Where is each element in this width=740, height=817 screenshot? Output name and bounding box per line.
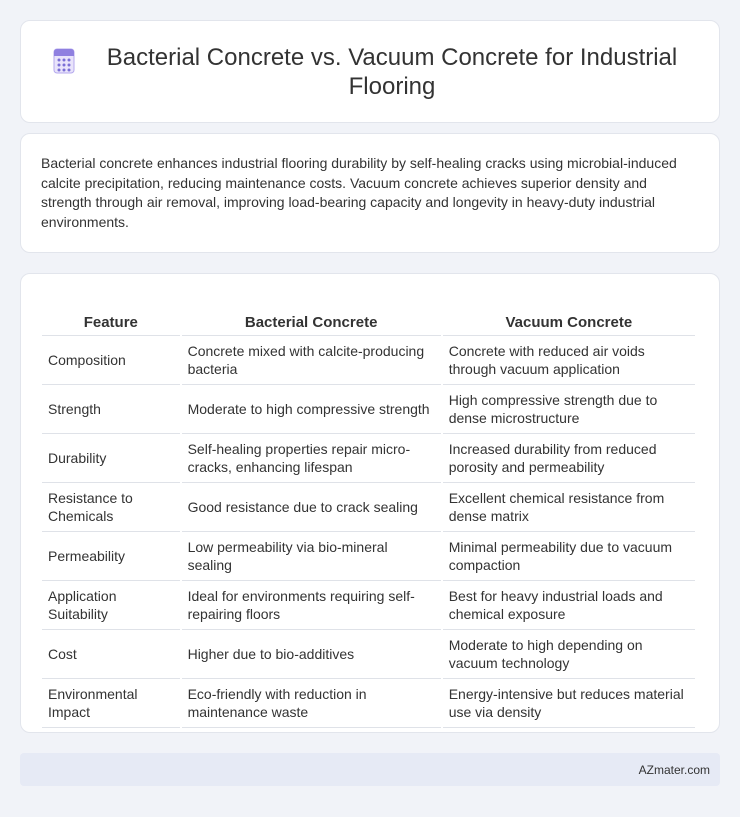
footer	[20, 753, 720, 786]
table-row	[42, 483, 695, 532]
row-feature: Environmental Impact	[42, 679, 180, 728]
description-card	[20, 133, 720, 253]
table-row	[42, 679, 695, 728]
row-vacuum: Energy-intensive but reduces material use via density	[443, 679, 695, 728]
table-row	[42, 385, 695, 434]
row-feature: Resistance to Chemicals	[42, 483, 180, 532]
header-feature: Feature	[42, 294, 180, 336]
row-vacuum: Excellent chemical resistance from dense matrix	[443, 483, 695, 532]
row-feature: Strength	[42, 385, 180, 434]
table-row	[42, 336, 695, 385]
row-feature: Durability	[42, 434, 180, 483]
row-vacuum: Minimal permeability due to vacuum compaction	[443, 532, 695, 581]
row-feature: Permeability	[42, 532, 180, 581]
row-bacterial: Low permeability via bio-mineral sealing	[182, 532, 441, 581]
row-vacuum: Increased durability from reduced porosity and permeability	[443, 434, 695, 483]
footer-brand[interactable]: AZmater.com	[638, 762, 710, 777]
row-bacterial: Concrete mixed with calcite-producing bacteria	[182, 336, 441, 385]
comparison-card	[20, 273, 720, 733]
calculator-icon	[50, 47, 78, 75]
title-wrap	[50, 43, 690, 101]
page-title: Bacterial Concrete vs. Vacuum Concrete for Industrial Flooring	[106, 43, 678, 100]
row-vacuum: Best for heavy industrial loads and chemical exposure	[443, 581, 695, 630]
title-card	[20, 20, 720, 123]
row-feature: Application Suitability	[42, 581, 180, 630]
row-vacuum: Concrete with reduced air voids through vacuum application	[443, 336, 695, 385]
row-vacuum: Moderate to high depending on vacuum technology	[443, 630, 695, 679]
comparison-table	[40, 294, 697, 728]
row-bacterial: Good resistance due to crack sealing	[182, 483, 441, 532]
table-header-row	[42, 294, 695, 336]
table-row	[42, 434, 695, 483]
header-vacuum-concrete: Vacuum Concrete	[443, 294, 695, 336]
table-row	[42, 630, 695, 679]
row-bacterial: Eco-friendly with reduction in maintenance waste	[182, 679, 441, 728]
header-bacterial-concrete: Bacterial Concrete	[182, 294, 441, 336]
table-row	[42, 581, 695, 630]
row-bacterial: Self-healing properties repair micro-cracks, enhancing lifespan	[182, 434, 441, 483]
row-feature: Composition	[42, 336, 180, 385]
row-bacterial: Moderate to high compressive strength	[182, 385, 441, 434]
description-text: Bacterial concrete enhances industrial flooring durability by self-healing cracks using microbial-induced calcite precipitation, reducing maintenance costs. Vacuum concrete achieves superior density and strength through air removal, improving load-bearing capacity and longevity in heavy-duty industrial environments.	[41, 155, 677, 230]
row-bacterial: Ideal for environments requiring self-repairing floors	[182, 581, 441, 630]
table-row	[42, 532, 695, 581]
row-vacuum: High compressive strength due to dense microstructure	[443, 385, 695, 434]
row-feature: Cost	[42, 630, 180, 679]
row-bacterial: Higher due to bio-additives	[182, 630, 441, 679]
